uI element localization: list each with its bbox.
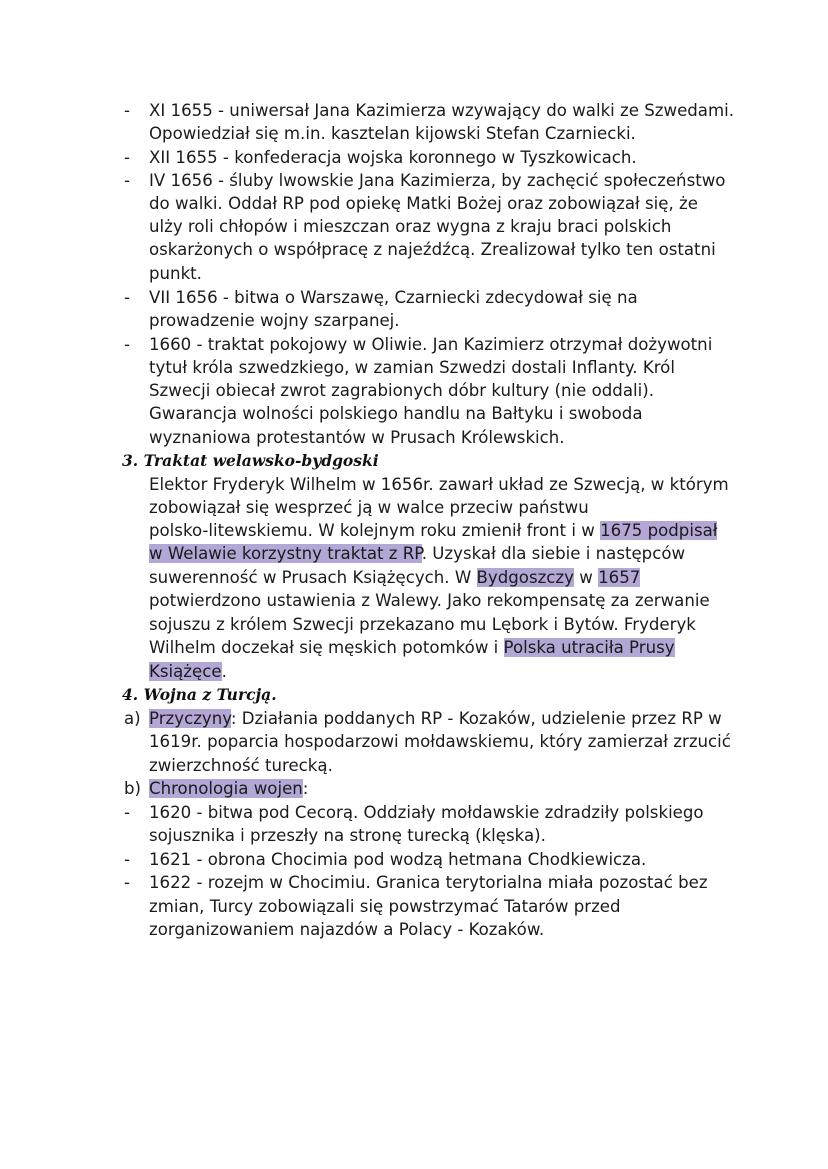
highlighted-text: Polska utraciła Prusy bbox=[503, 638, 675, 657]
paragraph-line: potwierdzono ustawienia z Walewy. Jako rekompensatę za zerwanie bbox=[149, 591, 710, 610]
list-item-line: 1619r. poparcia hospodarzowi mołdawskiemu, który zamierzał zrzucić bbox=[149, 732, 731, 751]
bullet-marker: - bbox=[124, 288, 130, 307]
bullet-marker: - bbox=[124, 335, 130, 354]
bullet-text: XII 1655 - konfederacja wojska koronnego w Tyszkowicach. bbox=[149, 148, 637, 167]
bullet-text: 1622 - rozejm w Chocimiu. Granica terytorialna miała pozostać bez bbox=[149, 873, 708, 892]
paragraph-text: w bbox=[573, 568, 599, 587]
bullet-marker: - bbox=[124, 803, 130, 822]
bullet-text: 1620 - bitwa pod Cecorą. Oddziały mołdawskie zdradziły polskiego bbox=[149, 803, 704, 822]
highlighted-text: w Welawie korzystny traktat z RP bbox=[149, 544, 422, 563]
bullet-text: prowadzenie wojny szarpanej. bbox=[149, 311, 400, 330]
list-item-line bbox=[149, 707, 722, 730]
bullet-text: VII 1656 - bitwa o Warszawę, Czarniecki zdecydował się na bbox=[149, 288, 638, 307]
bullet-text: Szwecji obiecał zwrot zagrabionych dóbr kultury (nie oddali). bbox=[149, 381, 654, 400]
bullet-text: tytuł króla szwedzkiego, w zamian Szwedzi dostali Inflanty. Król bbox=[149, 358, 675, 377]
highlighted-text: Bydgoszczy bbox=[476, 568, 574, 587]
bullet-marker: - bbox=[124, 148, 130, 167]
paragraph-line: sojuszu z królem Szwecji przekazano mu Lębork i Bytów. Fryderyk bbox=[149, 615, 696, 634]
section-heading: 4. Wojna z Turcją. bbox=[122, 685, 277, 704]
highlighted-text: Książęce bbox=[149, 662, 222, 681]
paragraph-text: polsko-litewskiemu. W kolejnym roku zmienił front i w bbox=[149, 521, 601, 540]
bullet-text: IV 1656 - śluby lwowskie Jana Kazimierza, by zachęcić społeczeństwo bbox=[149, 171, 726, 190]
bullet-marker: - bbox=[124, 873, 130, 892]
highlighted-text: Przyczyny bbox=[149, 709, 231, 728]
paragraph-line bbox=[149, 660, 227, 683]
paragraph-text: Wilhelm doczekał się męskich potomków i bbox=[149, 638, 504, 657]
bullet-text: do walki. Oddał RP pod opiekę Matki Bożej oraz zobowiązał się, że bbox=[149, 194, 698, 213]
paragraph-text: . bbox=[221, 662, 227, 681]
list-marker: a) bbox=[124, 709, 141, 728]
bullet-text: oskarżonych o współpracę z najeźdźcą. Zrealizował tylko ten ostatni bbox=[149, 240, 716, 259]
bullet-marker: - bbox=[124, 850, 130, 869]
bullet-text: XI 1655 - uniwersał Jana Kazimierza wzywający do walki ze Szwedami. bbox=[149, 101, 735, 120]
paragraph-line: zobowiązał się wesprzeć ją w walce przeciw państwu bbox=[149, 498, 589, 517]
bullet-text: zorganizowaniem najazdów a Polacy - Kozaków. bbox=[149, 920, 545, 939]
list-item-line: zwierzchność turecką. bbox=[149, 756, 333, 775]
bullet-marker: - bbox=[124, 171, 130, 190]
paragraph-text: . Uzyskał dla siebie i następców bbox=[421, 544, 686, 563]
bullet-text: punkt. bbox=[149, 264, 202, 283]
paragraph-text: suwerenność w Prusach Książęcych. W bbox=[149, 568, 477, 587]
bullet-text: Gwarancja wolności polskiego handlu na Bałtyku i swoboda bbox=[149, 404, 643, 423]
bullet-marker: - bbox=[124, 101, 130, 120]
bullet-text: zmian, Turcy zobowiązali się powstrzymać Tatarów przed bbox=[149, 897, 621, 916]
paragraph-line bbox=[149, 519, 717, 542]
paragraph-text: : Działania poddanych RP - Kozaków, udzielenie przez RP w bbox=[230, 709, 722, 728]
highlighted-text: Chronologia wojen bbox=[149, 779, 303, 798]
bullet-text: wyznaniowa protestantów w Prusach Królewskich. bbox=[149, 428, 565, 447]
list-item-line bbox=[149, 777, 308, 800]
bullet-text: sojusznika i przeszły na stronę turecką (klęska). bbox=[149, 826, 546, 845]
paragraph-line bbox=[149, 566, 640, 589]
list-marker: b) bbox=[124, 779, 142, 798]
highlighted-text: 1675 podpisał bbox=[600, 521, 718, 540]
bullet-text: Opowiedział się m.in. kasztelan kijowski Stefan Czarniecki. bbox=[149, 124, 636, 143]
paragraph-text: : bbox=[302, 779, 309, 798]
section-heading: 3. Traktat welawsko-bydgoski bbox=[122, 451, 379, 470]
bullet-text: ulży roli chłopów i mieszczan oraz wygna z kraju braci polskich bbox=[149, 217, 672, 236]
bullet-text: 1621 - obrona Chocimia pod wodzą hetmana Chodkiewicza. bbox=[149, 850, 647, 869]
bullet-text: 1660 - traktat pokojowy w Oliwie. Jan Kazimierz otrzymał dożywotni bbox=[149, 335, 713, 354]
paragraph-line bbox=[149, 636, 675, 659]
highlighted-text: 1657 bbox=[598, 568, 641, 587]
paragraph-line: Elektor Fryderyk Wilhelm w 1656r. zawarł układ ze Szwecją, w którym bbox=[149, 475, 729, 494]
paragraph-line bbox=[149, 542, 685, 565]
